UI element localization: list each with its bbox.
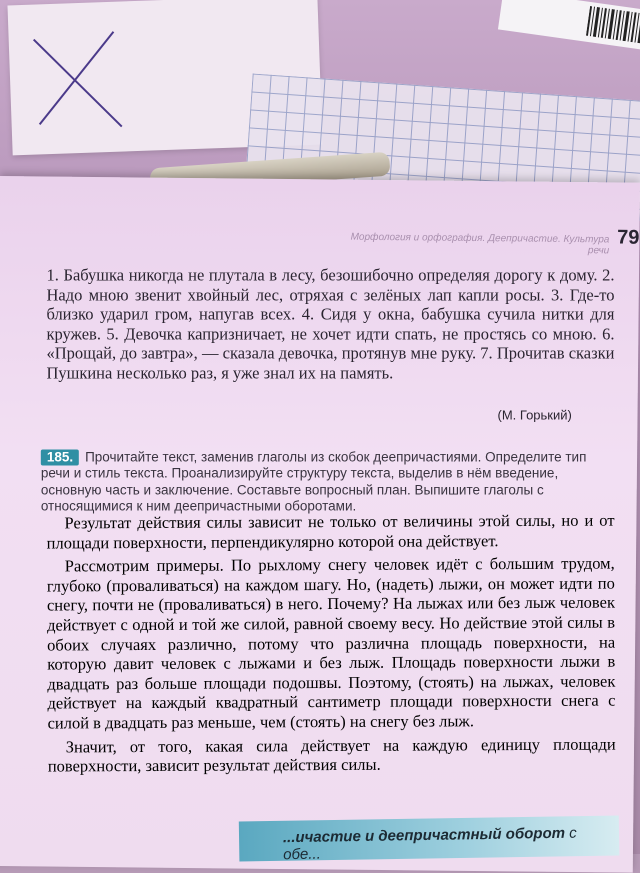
exercise-185-instructions: Прочитайте текст, заменив глаголы из скобок деепричастиями. Определите тип речи и стиль текста. Проанализируйте структуру текста, выделив в нём введение, основную часть и заключение. Составьте вопросный план. Выпишите глаголы с относящимися к ним деепричастными оборотами. xyxy=(40,449,587,514)
paragraph: Результат действия силы зависит не только от величины этой силы, но и от площади поверхности, перпендикулярно которой она действует. xyxy=(46,510,615,553)
page-number: 79 xyxy=(617,226,640,249)
textbook-page xyxy=(0,176,640,873)
barcode-icon xyxy=(586,6,640,44)
rule-title: ...ичастие и деепричастный оборот xyxy=(282,824,566,847)
exercise-185-text xyxy=(46,511,615,781)
exercise-185-task xyxy=(41,449,615,514)
rule-rest: с обе... xyxy=(283,824,577,864)
exercise-184-text: 1. Бабушка никогда не плутала в лесу, безошибочно определяя дорогу к дому. 2. Надо мною звенит хвойный лес, отряхая с зелёных лап капли росы. 3. Где-то близко ударил гром, напугав всех. 4. Сидя у окна, бабушка сучила нитки для кружев. 5. Девочка капризничает, не хочет идти спать, не простясь со мною. 6. «Прощай, до завтра», — сказала девочка, протянув мне руку. 7. Прочитав сказки Пушкина несколько раз, я уже знал их на память. xyxy=(46,265,615,383)
paragraph: Значит, от того, какая сила действует на каждую единицу площади поверхности, зависит результат действия силы. xyxy=(47,734,616,776)
exercise-184-author: (М. Горький) xyxy=(497,407,572,423)
pen-cross-mark xyxy=(28,26,132,139)
exercise-number-badge: 185. xyxy=(41,449,79,465)
rule-heading xyxy=(283,824,603,863)
paragraph: Рассмотрим примеры. По рыхлому снегу человек идёт с большим трудом, глубоко (проваливаться) на каждом шагу. Но, (надеть) лыжи, он может идти по снегу, почти не (проваливаться) в него. Почему? На лыжах или без лыж человек действует с одной и той же силой, равной своему весу. Но действие этой силы в обоих случаях различно, потому что различна площадь поверхности, на которую давит человек с лыжами и без лыж. Площадь поверхности лыжи в двадцать раз больше площади подошвы. Поэтому, (стоять) на лыжах, человек действует на каждый квадратный сантиметр площади поверхности снега с силой в двадцать раз меньше, чем (стоять) на снегу без лыж. xyxy=(46,553,616,733)
page-header: Морфология и орфография. Деепричастие. Культура речи xyxy=(350,231,610,257)
